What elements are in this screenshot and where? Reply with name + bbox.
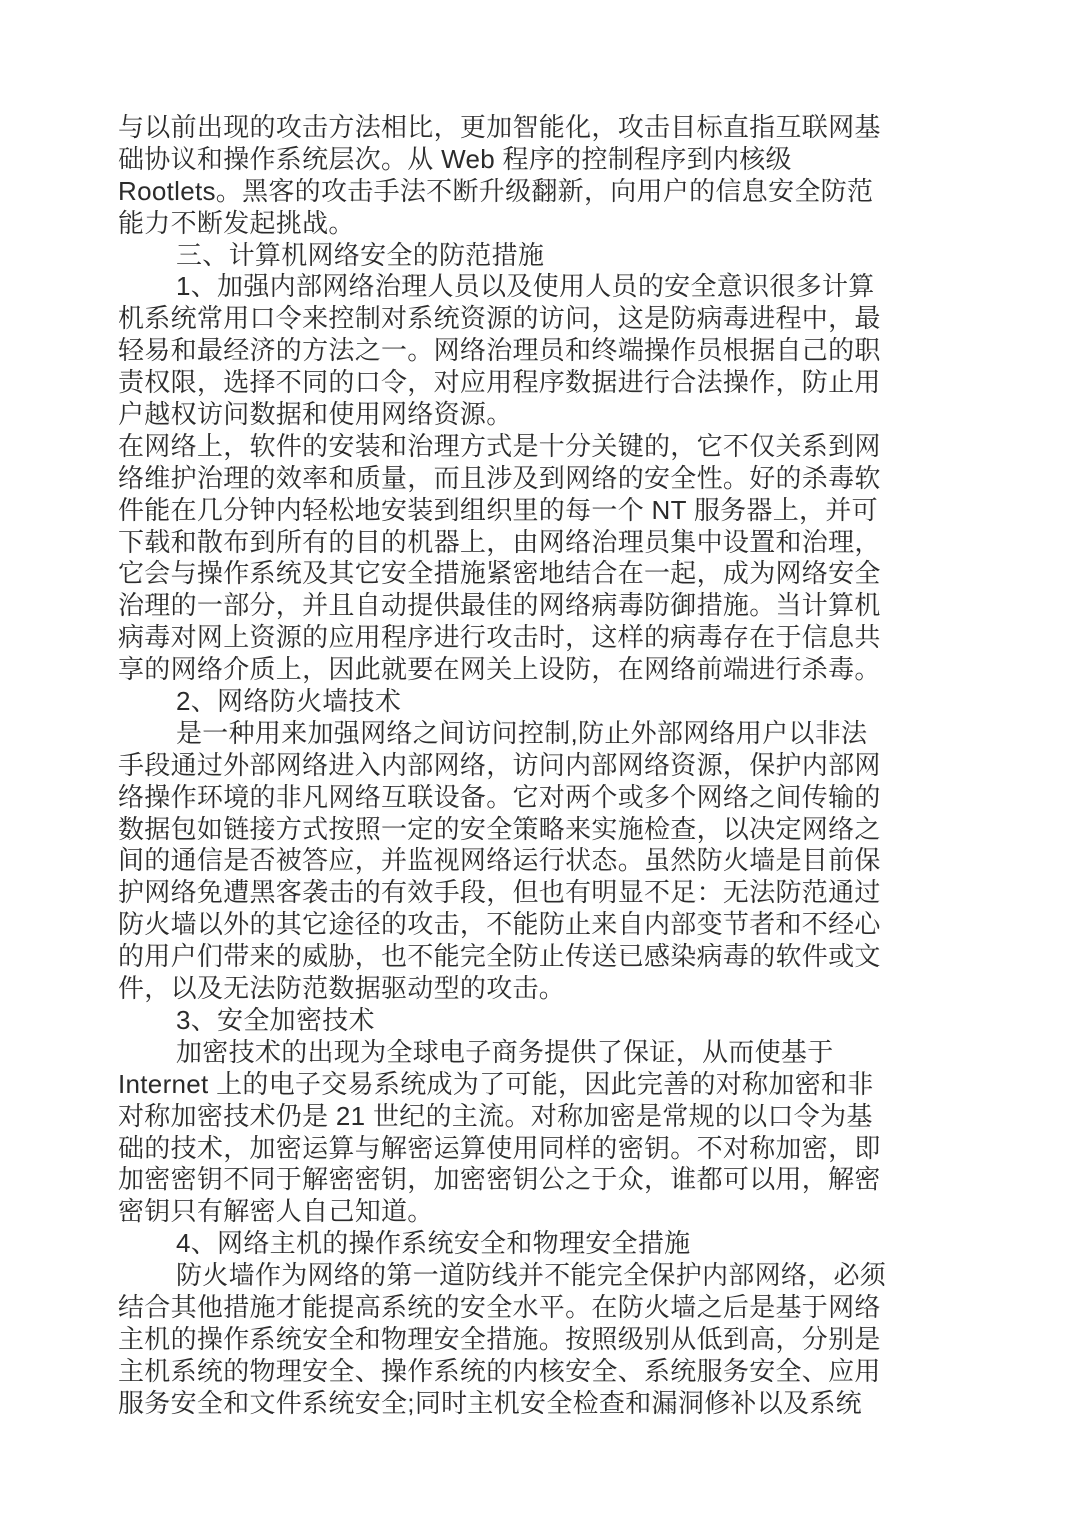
text-line: 轻易和最经济的方法之一。网络治理员和终端操作员根据自己的职 [118, 335, 881, 366]
text-line: 络维护治理的效率和质量，而且涉及到网络的安全性。好的杀毒软 [118, 462, 881, 493]
text-line: 4、网络主机的操作系统安全和物理安全措施 [176, 1228, 691, 1259]
text-line: 责权限，选择不同的口令，对应用程序数据进行合法操作，防止用 [118, 367, 881, 398]
text-line: 病毒对网上资源的应用程序进行攻击时，这样的病毒存在于信息共 [118, 622, 881, 653]
text-line: 础的技术，加密运算与解密运算使用同样的密钥。不对称加密，即 [118, 1132, 881, 1163]
text-line: 与以前出现的攻击方法相比，更加智能化，攻击目标直指互联网基 [118, 112, 881, 142]
text-line: 能力不断发起挑战。 [118, 207, 355, 238]
text-line: 防火墙以外的其它途径的攻击，不能防止来自内部变节者和不经心 [118, 909, 881, 940]
text-line: 结合其他措施才能提高系统的安全水平。在防火墙之后是基于网络 [118, 1291, 881, 1322]
text-line: 对称加密技术仍是 21 世纪的主流。对称加密是常规的以口令为基 [118, 1100, 873, 1131]
text-line: 机系统常用口令来控制对系统资源的访问，这是防病毒进程中，最 [118, 303, 881, 334]
text-line: 2、网络防火墙技术 [176, 686, 402, 717]
text-line: 数据包如链接方式按照一定的安全策略来实施检查，以决定网络之 [118, 813, 881, 844]
text-line: 享的网络介质上，因此就要在网关上设防，在网络前端进行杀毒。 [118, 654, 881, 685]
text-line: 件能在几分钟内轻松地安装到组织里的每一个 NT 服务器上，并可 [118, 494, 878, 525]
text-line: 在网络上，软件的安装和治理方式是十分关键的，它不仅关系到网 [118, 430, 881, 461]
text-line: 主机系统的物理安全、操作系统的内核安全、系统服务安全、应用 [118, 1355, 881, 1386]
text-line: Rootlets。黑客的攻击手法不断升级翻新，向用户的信息安全防范 [118, 175, 874, 206]
text-line: 服务安全和文件系统安全;同时主机安全检查和漏洞修补以及系统 [118, 1387, 862, 1418]
text-line: 3、安全加密技术 [176, 1004, 375, 1035]
text-line: 治理的一部分，并且自动提供最佳的网络病毒防御措施。当计算机 [118, 590, 881, 621]
text-line: 件，以及无法防范数据驱动型的攻击。 [118, 973, 566, 1004]
text-line: 它会与操作系统及其它安全措施紧密地结合在一起，成为网络安全 [118, 558, 881, 589]
document-body [118, 112, 963, 1420]
text-line: 的用户们带来的威胁，也不能完全防止传送已感染病毒的软件或文 [118, 941, 881, 972]
text-line: 密钥只有解密人自己知道。 [118, 1196, 434, 1227]
text-line: 间的通信是否被答应，并监视网络运行状态。虽然防火墙是目前保 [118, 845, 881, 876]
text-line: 手段通过外部网络进入内部网络，访问内部网络资源，保护内部网 [118, 749, 881, 780]
text-line: 下载和散布到所有的目的机器上，由网络治理员集中设置和治理， [118, 526, 881, 557]
text-line: 户越权访问数据和使用网络资源。 [118, 399, 513, 430]
text-line: 加密技术的出现为全球电子商务提供了保证，从而使基于 [176, 1036, 834, 1067]
text-line: Internet 上的电子交易系统成为了可能，因此完善的对称加密和非 [118, 1068, 874, 1099]
text-line: 加密密钥不同于解密密钥，加密密钥公之于众，谁都可以用，解密 [118, 1164, 881, 1195]
text-line: 1、加强内部网络治理人员以及使用人员的安全意识很多计算 [176, 271, 875, 302]
text-line: 防火墙作为网络的第一道防线并不能完全保护内部网络，必须 [176, 1260, 887, 1291]
text-line: 础协议和操作系统层次。从 Web 程序的控制程序到内核级 [118, 143, 792, 174]
text-line: 络操作环境的非凡网络互联设备。它对两个或多个网络之间传输的 [118, 781, 881, 812]
text-line: 护网络免遭黑客袭击的有效手段，但也有明显不足：无法防范通过 [118, 877, 881, 908]
text-line: 主机的操作系统安全和物理安全措施。按照级别从低到高，分别是 [118, 1323, 881, 1354]
text-line: 三、计算机网络安全的防范措施 [176, 239, 545, 270]
text-line: 是一种用来加强网络之间访问控制,防止外部网络用户以非法 [176, 717, 868, 748]
